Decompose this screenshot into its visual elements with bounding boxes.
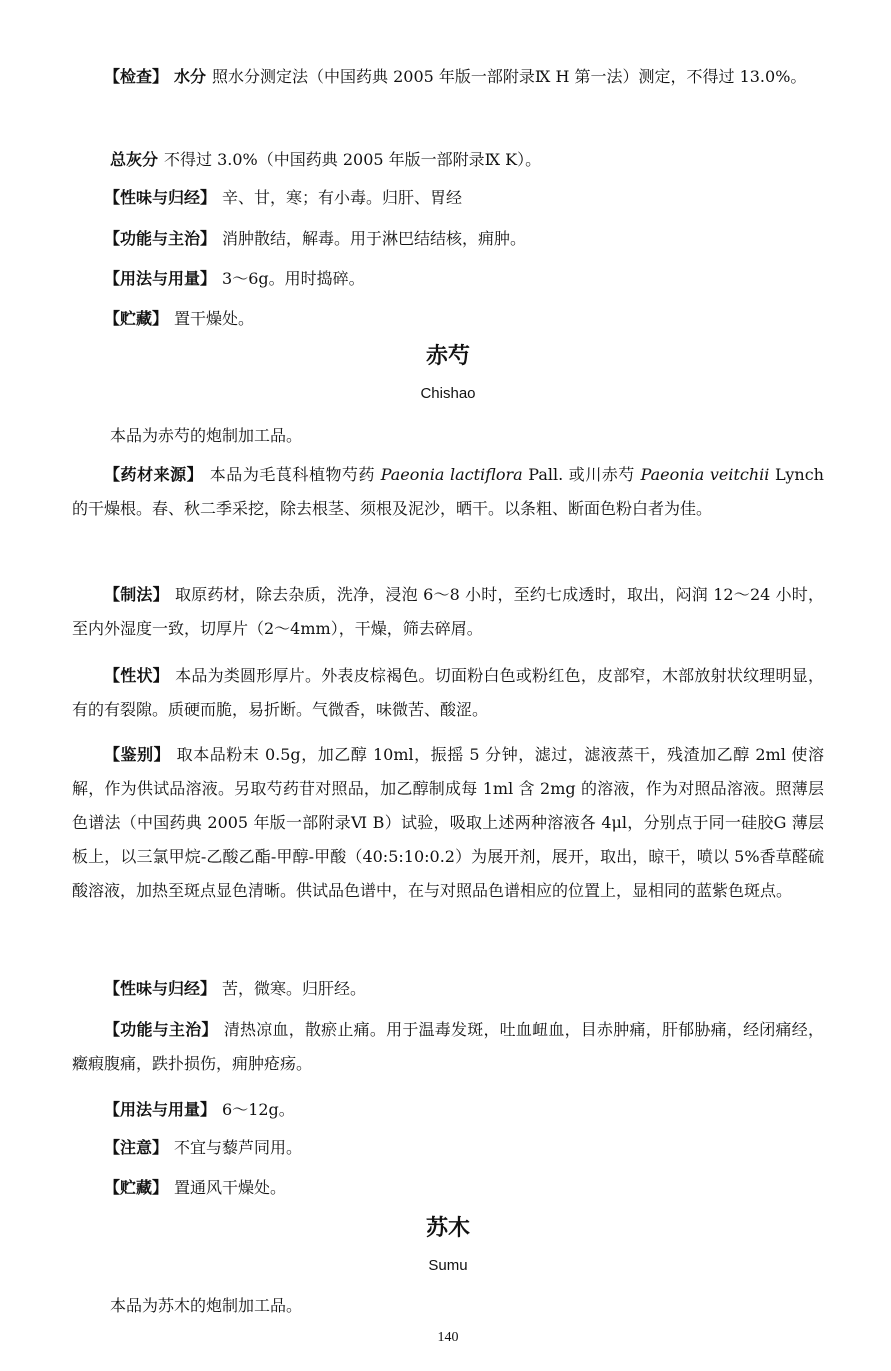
yongfa-label: 【用法与用量】 [104,1100,217,1119]
yongfa-text-top: 3～6g。用时捣碎。 [222,269,365,288]
jiancha-text: 照水分测定法（中国药典 2005 年版一部附录Ⅸ H 第一法）测定，不得过 13.0%。 [212,67,807,86]
gongneng-paragraph-top [72,222,824,256]
gongneng-text-top: 消肿散结，解毒。用于淋巴结结核，痈肿。 [222,229,527,248]
gongneng-label: 【功能与主治】 [104,1020,218,1039]
yongfa-paragraph-top [72,262,824,296]
chishao-intro: 本品为赤芍的炮制加工品。 [110,426,303,445]
shuifen-label: 水分 [174,67,207,86]
zhucang-paragraph-top [72,302,824,336]
xingwei-label-top: 【性味与归经】 [104,188,217,207]
yongfa-paragraph [72,1093,824,1127]
gongneng-label-top: 【功能与主治】 [104,229,217,248]
jianbie-paragraph [72,738,824,908]
zonghuifen-paragraph [72,143,824,177]
zhuyi-paragraph [72,1131,824,1165]
xingzhuang-text: 本品为类圆形厚片。外表皮棕褐色。切面粉白色或粉红色，皮部窄，木部放射状纹理明显，有的有裂隙。质硬而脆，易折断。气微香，味微苦、酸涩。 [72,666,824,719]
zhucang-text-top: 置干燥处。 [174,309,255,328]
page-number: 140 [437,1330,459,1345]
zhucang-label-top: 【贮藏】 [104,309,169,328]
xingwei-label: 【性味与归经】 [104,979,217,998]
jianbie-label: 【鉴别】 [104,745,171,764]
jiancha-label: 【检查】 [104,67,169,86]
jiancha-paragraph [72,60,824,94]
source-label: 【药材来源】 [104,465,204,484]
sumu-intro: 本品为苏木的炮制加工品。 [110,1296,303,1315]
chishao-source-paragraph: 【药材来源】 本品为毛茛科植物芍药 Paeonia lactiflora Pall. 或川赤芍 Paeonia veitchii Lynch 的干燥根。春、秋二季采挖，除去根茎、须根及泥沙，晒干。以条粗、断面色粉白者为佳。 [72,465,824,518]
xingzhuang-label: 【性状】 [104,666,169,685]
xingwei-paragraph-top [72,181,824,215]
zhifa-label: 【制法】 [104,585,169,604]
gongneng-paragraph [72,1013,824,1081]
yongfa-text: 6～12g。 [222,1100,295,1119]
yongfa-label-top: 【用法与用量】 [104,269,217,288]
chishao-title: 赤芍 [425,344,470,369]
xingwei-text: 苦，微寒。归肝经。 [222,979,367,998]
zonghuifen-text: 不得过 3.0%（中国药典 2005 年版一部附录Ⅸ K）。 [164,150,542,169]
sumu-title: 苏木 [425,1216,470,1241]
species-name-lactiflora: Paeonia lactiflora [380,465,523,484]
zhifa-paragraph [72,578,824,646]
sumu-pinyin: Sumu [428,1257,468,1274]
xingwei-text-top: 辛、甘，寒；有小毒。归肝、胃经 [222,188,463,207]
jianbie-text: 取本品粉末 0.5g，加乙醇 10ml，振摇 5 分钟，滤过，滤液蒸干，残渣加乙醇 2ml 使溶解，作为供试品溶液。另取芍药苷对照品，加乙醇制成每 1ml 含 2mg 的溶液，作为对照品溶液。照薄层色谱法（中国药典 2005 年版一部附录Ⅵ B）试验，吸取上述两种溶液各 4μl，分别点于同一硅胶G 薄层板上，以三氯甲烷-乙酸乙酯-甲醇-甲酸（40:5:10:0.2）为展开剂，展开，取出，晾干，喷以 5%香草醛硫酸溶液，加热至斑点显色清晰。供试品色谱中，在与对照品色谱相应的位置上，显相同的蓝紫色斑点。 [72,745,824,900]
chishao-pinyin: Chishao [420,385,476,402]
xingzhuang-paragraph [72,659,824,727]
zhucang-paragraph [72,1171,824,1205]
species-name-veitchii: Paeonia veitchii [640,465,770,484]
zhuyi-text: 不宜与藜芦同用。 [174,1138,303,1157]
xingwei-paragraph [72,972,824,1006]
gongneng-text: 清热凉血，散瘀止痛。用于温毒发斑，吐血衄血，目赤肿痛，肝郁胁痛，经闭痛经，癥瘕腹痛，跌扑损伤，痈肿疮疡。 [72,1020,824,1073]
zhifa-text: 取原药材，除去杂质，洗净，浸泡 6～8 小时，至约七成透时，取出，闷润 12～24 小时，至内外湿度一致，切厚片（2～4mm），干燥，筛去碎屑。 [72,585,824,638]
zhucang-text: 置通风干燥处。 [174,1178,287,1197]
zonghuifen-label: 总灰分 [110,150,159,169]
zhucang-label: 【贮藏】 [104,1178,169,1197]
zhuyi-label: 【注意】 [104,1138,169,1157]
